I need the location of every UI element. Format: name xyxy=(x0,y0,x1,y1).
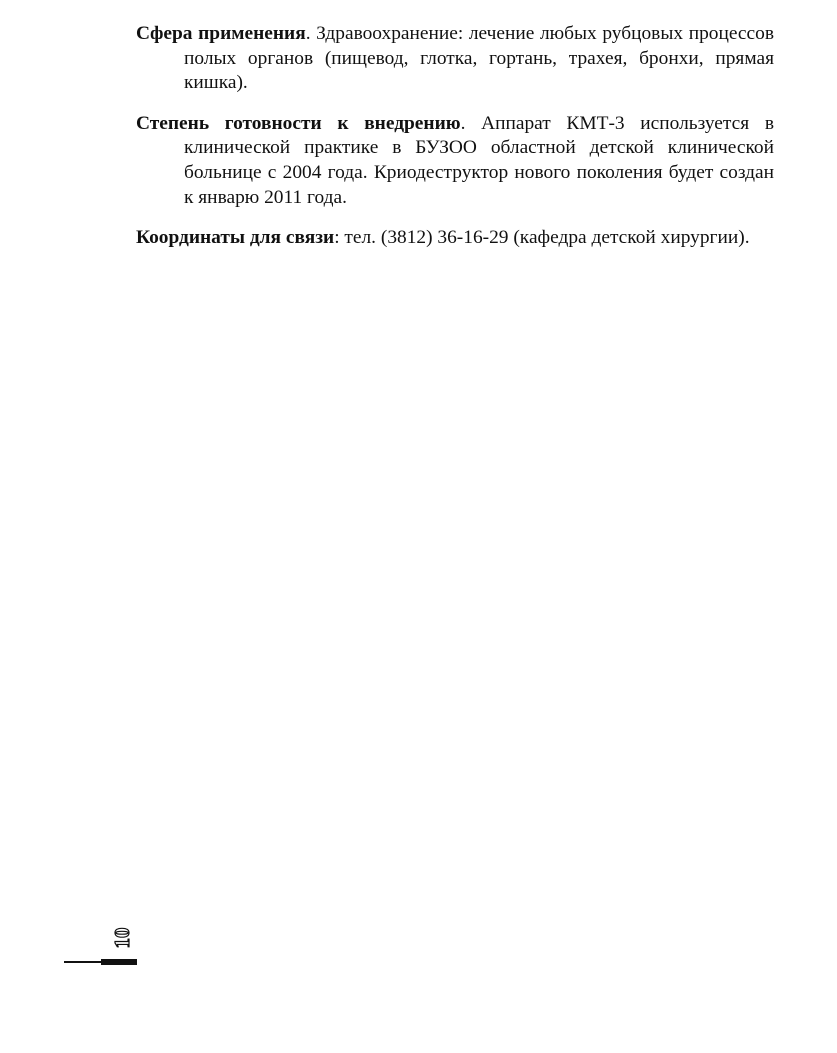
contacts-paragraph xyxy=(136,226,774,251)
readiness-text: Аппарат КМТ-3 используется в клинической практике в БУЗОО областной детской клинической больнице с 2004 года. Криодеструктор нового поколения будет создан к январю 2011 года. xyxy=(184,112,774,208)
contacts-text: тел. (3812) 36-16-29 (кафедра детской хирургии). xyxy=(339,227,750,249)
application-area-text: Здравоохранение: лечение любых рубцовых процессов полых органов (пищевод, глотка, гортань, трахея, бронхи, прямая кишка). xyxy=(184,23,774,94)
readiness-paragraph xyxy=(136,112,774,210)
application-area-paragraph xyxy=(136,22,774,96)
page-number-bar xyxy=(101,959,137,965)
contacts-term: Координаты для связи xyxy=(136,227,335,249)
application-area-term: Сфера применения xyxy=(136,23,306,44)
contacts-separator: : xyxy=(334,227,340,249)
page-number: 10 xyxy=(109,927,134,949)
document-body xyxy=(136,22,774,267)
application-area-separator: . xyxy=(305,23,311,44)
readiness-term: Степень готовности к внедрению xyxy=(136,112,461,134)
readiness-separator: . xyxy=(460,112,466,134)
